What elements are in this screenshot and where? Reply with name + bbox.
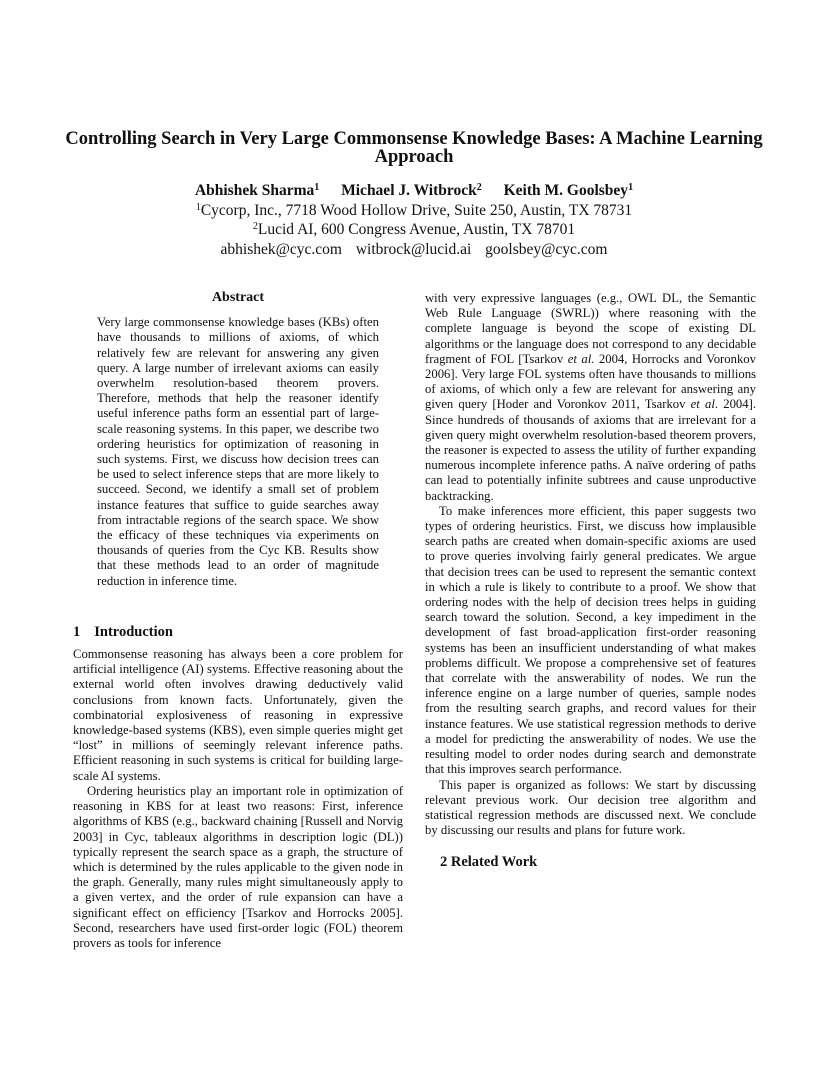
affiliation-text: Lucid AI, 600 Congress Avenue, Austin, TX 78701 xyxy=(257,221,576,238)
affiliation xyxy=(60,220,768,240)
section-number: 1 xyxy=(73,623,81,640)
author-name: Abhishek Sharma xyxy=(194,182,315,199)
paragraph: This paper is organized as follows: We start by discussing relevant previous work. Our decision tree algorithm and statistical regression methods are discussed next. We conclude by discussing our results and plans for future work. xyxy=(425,777,756,838)
paragraph-text: with very expressive languages (e.g., OWL DL, the Semantic Web Rule Language (SWRL)) where reasoning with the complete language is beyond the scope of existing DL algorithms or the language does not correspond to any decidable fragment of FOL [Tsarkov xyxy=(425,291,756,366)
abstract-heading: Abstract xyxy=(211,290,265,305)
right-column xyxy=(425,291,756,871)
et-al: et al xyxy=(567,351,592,366)
paragraph: To make inferences more efficient, this paper suggests two types of ordering heuristics. First, we discuss how implausible search paths are created when domain-specific axioms are used to prove queries involving fairly general predicates. We argue that decision trees can be used to represent the semantic context in which a rule is likely to contribute to a proof. We show that ordering nodes with the help of decision trees helps in guiding search toward the solution. Second, a key impediment in the development of fast broad-application first-order reasoning systems has been an insufficient understanding of what makes problems difficult. We propose a comprehensive set of features that correlate with the answerability of nodes. We run the inference engine on a large number of queries, sample nodes from the resulting search graphs, and record values for their instance features. We use statistical regression methods to derive a model for predicting the answerability of nodes. We use the resulting model to order nodes during search and demonstrate that this improves search performance. xyxy=(425,503,756,777)
affiliation-mark: 1 xyxy=(195,201,201,213)
author-affiliation-mark: 1 xyxy=(314,182,320,193)
author-emails xyxy=(60,240,768,260)
paragraph: Commonsense reasoning has always been a core problem for artificial intelligence (AI) systems. Effective reasoning about the external world often involves drawing deductively valid conclusions from known facts. Unfortunately, given the combinatorial explosiveness of reasoning in expressive knowledge-based systems (KBS), even simple queries might get “lost” in millions of seemingly relevant inference paths. Efficient reasoning in such systems is critical for building large-scale AI systems. xyxy=(73,647,403,783)
left-column xyxy=(73,290,403,951)
paragraph-text: . 2004]. Since hundreds of thousands of axioms that are irrelevant for a given query might overwhelm resolution-based theorem provers, the reasoner is expected to assess the utility of further expanding numerous incomplete inference paths. A naïve ordering of paths can lead to potentially infinite subtrees and cause unproductive backtracking. xyxy=(425,397,756,503)
section-title: Introduction xyxy=(94,623,173,640)
affiliation-text: Cycorp, Inc., 7718 Wood Hollow Drive, Suite 250, Austin, TX 78731 xyxy=(200,201,633,219)
author-names xyxy=(60,181,768,201)
et-al: et al xyxy=(690,397,715,412)
author-affiliation-mark: 2 xyxy=(476,182,482,193)
section-heading-introduction xyxy=(73,625,403,640)
author xyxy=(341,182,482,199)
email: goolsbey@cyc.com xyxy=(485,240,608,258)
email: abhishek@cyc.com xyxy=(220,240,342,258)
paper-title: Controlling Search in Very Large Commonsense Knowledge Bases: A Machine Learning Approach xyxy=(65,129,763,167)
author xyxy=(195,182,319,199)
author-affiliation-mark: 1 xyxy=(628,182,634,193)
author-block xyxy=(60,181,768,259)
affiliation xyxy=(60,201,768,221)
abstract-text: Very large commonsense knowledge bases (KBs) often have thousands to millions of axioms, of which relatively few are relevant for answering any given query. A large number of irrelevant axioms can easily overwhelm resolution-based theorem provers. Therefore, methods that help the reasoner identify useful inference paths form an essential part of large-scale reasoning systems. In this paper, we describe two ordering heuristics for optimization of reasoning in such systems. First, we discuss how decision trees can be used to select inference steps that are more likely to succeed. Second, we identify a small set of problem instance features that suffice to guide searches away from intractable regions of the search space. We show the efficacy of these techniques via experiments on thousands of queries from the Cyc KB. Results show that these methods lead to an order of magnitude reduction in inference time. xyxy=(97,315,379,588)
author-name: Keith M. Goolsbey xyxy=(503,182,629,199)
email: witbrock@lucid.ai xyxy=(355,240,472,258)
section-heading-related-work: 2 Related Work xyxy=(440,854,538,871)
affiliation-mark: 2 xyxy=(252,221,258,232)
paragraph xyxy=(425,291,756,504)
author xyxy=(504,182,633,199)
paragraph-text: . 2004, Horrocks and Voronkov 2006]. Very large FOL systems often have thousands to millions of axioms, of which only a few are relevant for answering any given query [Hoder and Voronkov 2011, Tsarkov xyxy=(425,351,756,412)
paragraph: Ordering heuristics play an important role in optimization of reasoning in KBS for at least two reasons: First, inference algorithms of KBS (e.g., backward chaining [Russell and Norvig 2003] in Cyc, tableaux algorithms in description logic (DL)) typically represent the search space as a graph, the structure of which is determined by the rules applicable to the given node in the graph. Generally, many rules might simultaneously apply to a given vertex, and the order of rule expansion can have a significant effect on efficiency [Tsarkov and Horrocks 2005]. Second, researchers have used first-order logic (FOL) theorem provers as tools for inference xyxy=(73,783,403,950)
author-name: Michael J. Witbrock xyxy=(341,182,477,199)
